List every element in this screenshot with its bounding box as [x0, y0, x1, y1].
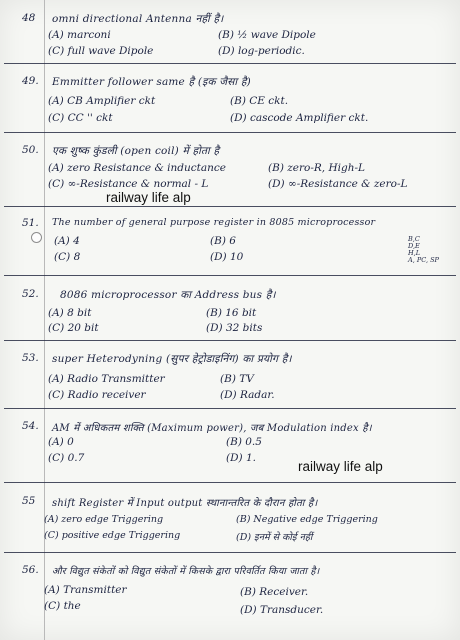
option-d: (D) Transducer. — [240, 604, 324, 616]
margin-note-line: D,E — [408, 242, 420, 250]
question-number: 52. — [22, 288, 39, 300]
option-c: (C) CC '' ckt — [48, 112, 113, 124]
option-d: (D) इनमें से कोई नहीं — [236, 532, 313, 543]
margin-line — [44, 0, 45, 640]
option-a: (A) 8 bit — [48, 307, 92, 319]
option-d: (D) log-periodic. — [218, 45, 305, 57]
option-b: (B) zero-R, High-L — [268, 162, 365, 174]
option-d: (D) ∞-Resistance & zero-L — [268, 178, 408, 190]
separator-line — [4, 63, 456, 64]
question-text: Emmitter follower same है (इक जैसा है) — [52, 76, 251, 88]
option-d: (D) 1. — [226, 452, 256, 464]
option-c: (C) ∞-Resistance & normal - L — [48, 178, 209, 190]
option-a: (A) Radio Transmitter — [48, 373, 165, 385]
separator-line — [4, 275, 456, 276]
option-c: (C) Radio receiver — [48, 389, 146, 401]
option-a: (A) marconi — [48, 29, 111, 41]
question-number: 56. — [22, 564, 39, 576]
option-d: (D) 10 — [210, 251, 244, 263]
option-a: (A) zero Resistance & inductance — [48, 162, 226, 174]
option-b: (B) CE ckt. — [230, 95, 289, 107]
watermark-text: railway life alp — [298, 459, 383, 474]
option-b: (B) 16 bit — [206, 307, 257, 319]
margin-note-line: A, PC, SP — [408, 256, 439, 264]
margin-note — [408, 236, 439, 264]
option-d: (D) Radar. — [220, 389, 275, 401]
option-d: (D) cascode Amplifier ckt. — [230, 112, 369, 124]
option-b: (B) ½ wave Dipole — [218, 29, 316, 41]
margin-note-line: B,C — [408, 235, 420, 243]
question-text: AM में अधिकतम शक्ति (Maximum power), जब Modulation index है। — [52, 423, 372, 434]
option-b: (B) 6 — [210, 235, 236, 247]
question-number: 49. — [22, 75, 39, 87]
option-b: (B) Receiver. — [240, 586, 309, 598]
question-number: 55 — [22, 495, 36, 507]
separator-line — [4, 206, 456, 207]
option-c: (C) 20 bit — [48, 322, 99, 334]
question-number: 51. — [22, 217, 39, 229]
option-c: (C) full wave Dipole — [48, 45, 154, 57]
question-text: The number of general purpose register in 8085 microprocessor — [52, 217, 376, 228]
option-b: (B) Negative edge Triggering — [236, 514, 378, 525]
punch-hole — [31, 232, 42, 243]
option-b: (B) 0.5 — [226, 436, 262, 448]
option-c: (C) 0.7 — [48, 452, 85, 464]
option-a: (A) CB Amplifier ckt — [48, 95, 156, 107]
separator-line — [4, 340, 456, 341]
question-text: omni directional Antenna नहीं है। — [52, 13, 224, 25]
option-a: (A) Transmitter — [44, 584, 127, 596]
question-text: shift Register में Input output स्थानान्तरित के दौरान होता है। — [52, 498, 318, 509]
question-number: 48 — [22, 12, 36, 24]
question-text: एक शुष्क कुंडली (open coil) में होता है — [52, 145, 220, 157]
question-number: 54. — [22, 420, 39, 432]
option-a: (A) zero edge Triggering — [44, 514, 164, 525]
question-number: 50. — [22, 144, 39, 156]
question-text: 8086 microprocessor का Address bus है। — [60, 289, 276, 301]
option-b: (B) TV — [220, 373, 254, 385]
question-number: 53. — [22, 352, 39, 364]
option-c: (C) 8 — [54, 251, 81, 263]
question-text: super Heterodyning (सुपर हेट्रोडाइनिंग) का प्रयोग है। — [52, 353, 292, 365]
option-c: (C) positive edge Triggering — [44, 530, 181, 541]
option-c: (C) the — [44, 600, 81, 612]
separator-line — [4, 132, 456, 133]
option-d: (D) 32 bits — [206, 322, 263, 334]
question-text: और विद्युत संकेतों को विद्युत संकेतों में किसके द्वारा परिवर्तित किया जाता है। — [52, 566, 320, 577]
separator-line — [4, 552, 456, 553]
option-a: (A) 4 — [54, 235, 80, 247]
separator-line — [4, 408, 456, 409]
watermark-text: railway life alp — [106, 190, 191, 205]
option-a: (A) 0 — [48, 436, 74, 448]
margin-note-line: H,L — [408, 249, 421, 257]
separator-line — [4, 482, 456, 483]
